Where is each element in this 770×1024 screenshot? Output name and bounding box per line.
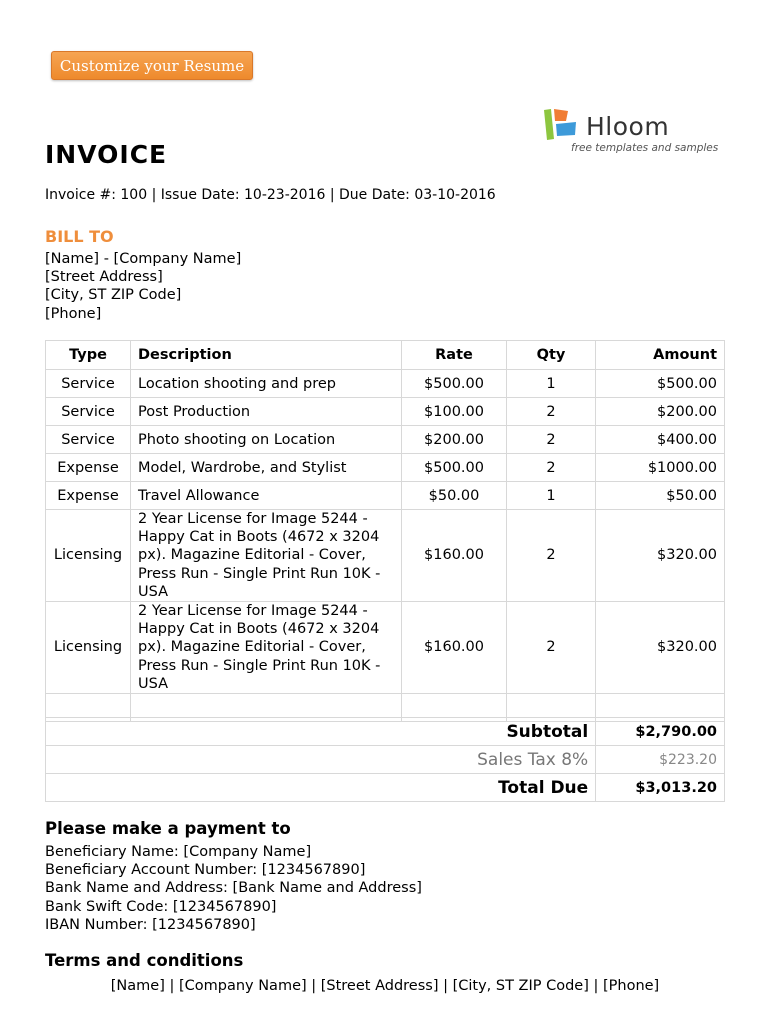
header-qty: Qty — [507, 341, 596, 370]
cell-type: Licensing — [46, 510, 131, 602]
hloom-wordmark: Hloom — [586, 112, 670, 141]
cell-description: 2 Year License for Image 5244 - Happy Cat in Boots (4672 x 3204 px). Magazine Editorial - Cover, Press Run - Single Print Run 10K - USA — [131, 510, 402, 602]
terms-heading: Terms and conditions — [45, 951, 244, 970]
cell-type: Licensing — [46, 602, 131, 694]
cell-description: Travel Allowance — [131, 482, 402, 510]
invoice-meta: Invoice #: 100 | Issue Date: 10-23-2016 | Due Date: 03-10-2016 — [45, 187, 496, 203]
payment-line: Beneficiary Account Number: [1234567890] — [45, 862, 366, 879]
cell-description: Post Production — [131, 398, 402, 426]
cell-rate: $100.00 — [402, 398, 507, 426]
cell-amount: $320.00 — [596, 510, 725, 602]
footer-contact: [Name] | [Company Name] | [Street Address] | [City, ST ZIP Code] | [Phone] — [110, 978, 660, 994]
subtotal-row — [46, 718, 725, 746]
cell-qty: 2 — [507, 454, 596, 482]
total-due-value: $3,013.20 — [596, 774, 725, 802]
cell-rate: $200.00 — [402, 426, 507, 454]
cell-qty: 2 — [507, 602, 596, 694]
payment-line: IBAN Number: [1234567890] — [45, 916, 256, 933]
table-row — [46, 370, 725, 398]
cell-amount: $500.00 — [596, 370, 725, 398]
cell-description: Photo shooting on Location — [131, 426, 402, 454]
header-type: Type — [46, 341, 131, 370]
cell-rate: $500.00 — [402, 454, 507, 482]
cell-type: Service — [46, 398, 131, 426]
cell-amount: $400.00 — [596, 426, 725, 454]
cell-type: Expense — [46, 454, 131, 482]
bill-to-line: [Phone] — [45, 305, 102, 322]
header-amount: Amount — [596, 341, 725, 370]
cell-qty: 2 — [507, 510, 596, 602]
cell-rate: $160.00 — [402, 510, 507, 602]
cell-qty: 2 — [507, 398, 596, 426]
payment-line: Bank Name and Address: [Bank Name and Address] — [45, 880, 422, 897]
header-description: Description — [131, 341, 402, 370]
hloom-tagline: free templates and samples — [571, 142, 719, 154]
cell-qty: 2 — [507, 426, 596, 454]
customize-resume-button[interactable]: Customize your Resume — [51, 51, 253, 80]
bill-to-line: [Name] - [Company Name] — [45, 251, 242, 267]
payment-details — [45, 843, 422, 934]
cell-description: Model, Wardrobe, and Stylist — [131, 454, 402, 482]
line-items-table — [45, 340, 725, 722]
subtotal-value: $2,790.00 — [596, 718, 725, 746]
cell-description: 2 Year License for Image 5244 - Happy Cat in Boots (4672 x 3204 px). Magazine Editorial - Cover, Press Run - Single Print Run 10K - USA — [131, 602, 402, 694]
cell-amount: $320.00 — [596, 602, 725, 694]
total-due-label: Total Due — [46, 774, 596, 802]
bill-to-line: [City, ST ZIP Code] — [45, 287, 182, 304]
sales-tax-row — [46, 746, 725, 774]
cell-rate: $160.00 — [402, 602, 507, 694]
table-header-row — [46, 341, 725, 370]
payment-line: Bank Swift Code: [1234567890] — [45, 898, 277, 915]
cell-description: Location shooting and prep — [131, 370, 402, 398]
cell-amount: $1000.00 — [596, 454, 725, 482]
header-rate: Rate — [402, 341, 507, 370]
cell-rate: $500.00 — [402, 370, 507, 398]
cell-qty: 1 — [507, 370, 596, 398]
table-row — [46, 454, 725, 482]
cell-qty: 1 — [507, 482, 596, 510]
cell-type: Service — [46, 426, 131, 454]
subtotal-label: Subtotal — [46, 718, 596, 746]
sales-tax-label: Sales Tax 8% — [46, 746, 596, 774]
hloom-logo — [542, 108, 722, 158]
sales-tax-value: $223.20 — [596, 746, 725, 774]
cell-rate: $50.00 — [402, 482, 507, 510]
cell-type: Expense — [46, 482, 131, 510]
hloom-logo-icon — [542, 108, 582, 140]
total-due-row — [46, 774, 725, 802]
table-row — [46, 426, 725, 454]
table-row — [46, 602, 725, 694]
bill-to-line: [Street Address] — [45, 269, 163, 286]
cell-amount: $200.00 — [596, 398, 725, 426]
payment-heading: Please make a payment to — [45, 819, 291, 838]
table-row — [46, 482, 725, 510]
bill-to-heading: BILL TO — [45, 227, 114, 246]
payment-line: Beneficiary Name: [Company Name] — [45, 844, 312, 860]
cell-type: Service — [46, 370, 131, 398]
bill-to-address — [45, 250, 241, 323]
table-row — [46, 510, 725, 602]
totals-table — [45, 717, 725, 802]
cell-amount: $50.00 — [596, 482, 725, 510]
table-row — [46, 398, 725, 426]
invoice-title: INVOICE — [45, 140, 168, 169]
